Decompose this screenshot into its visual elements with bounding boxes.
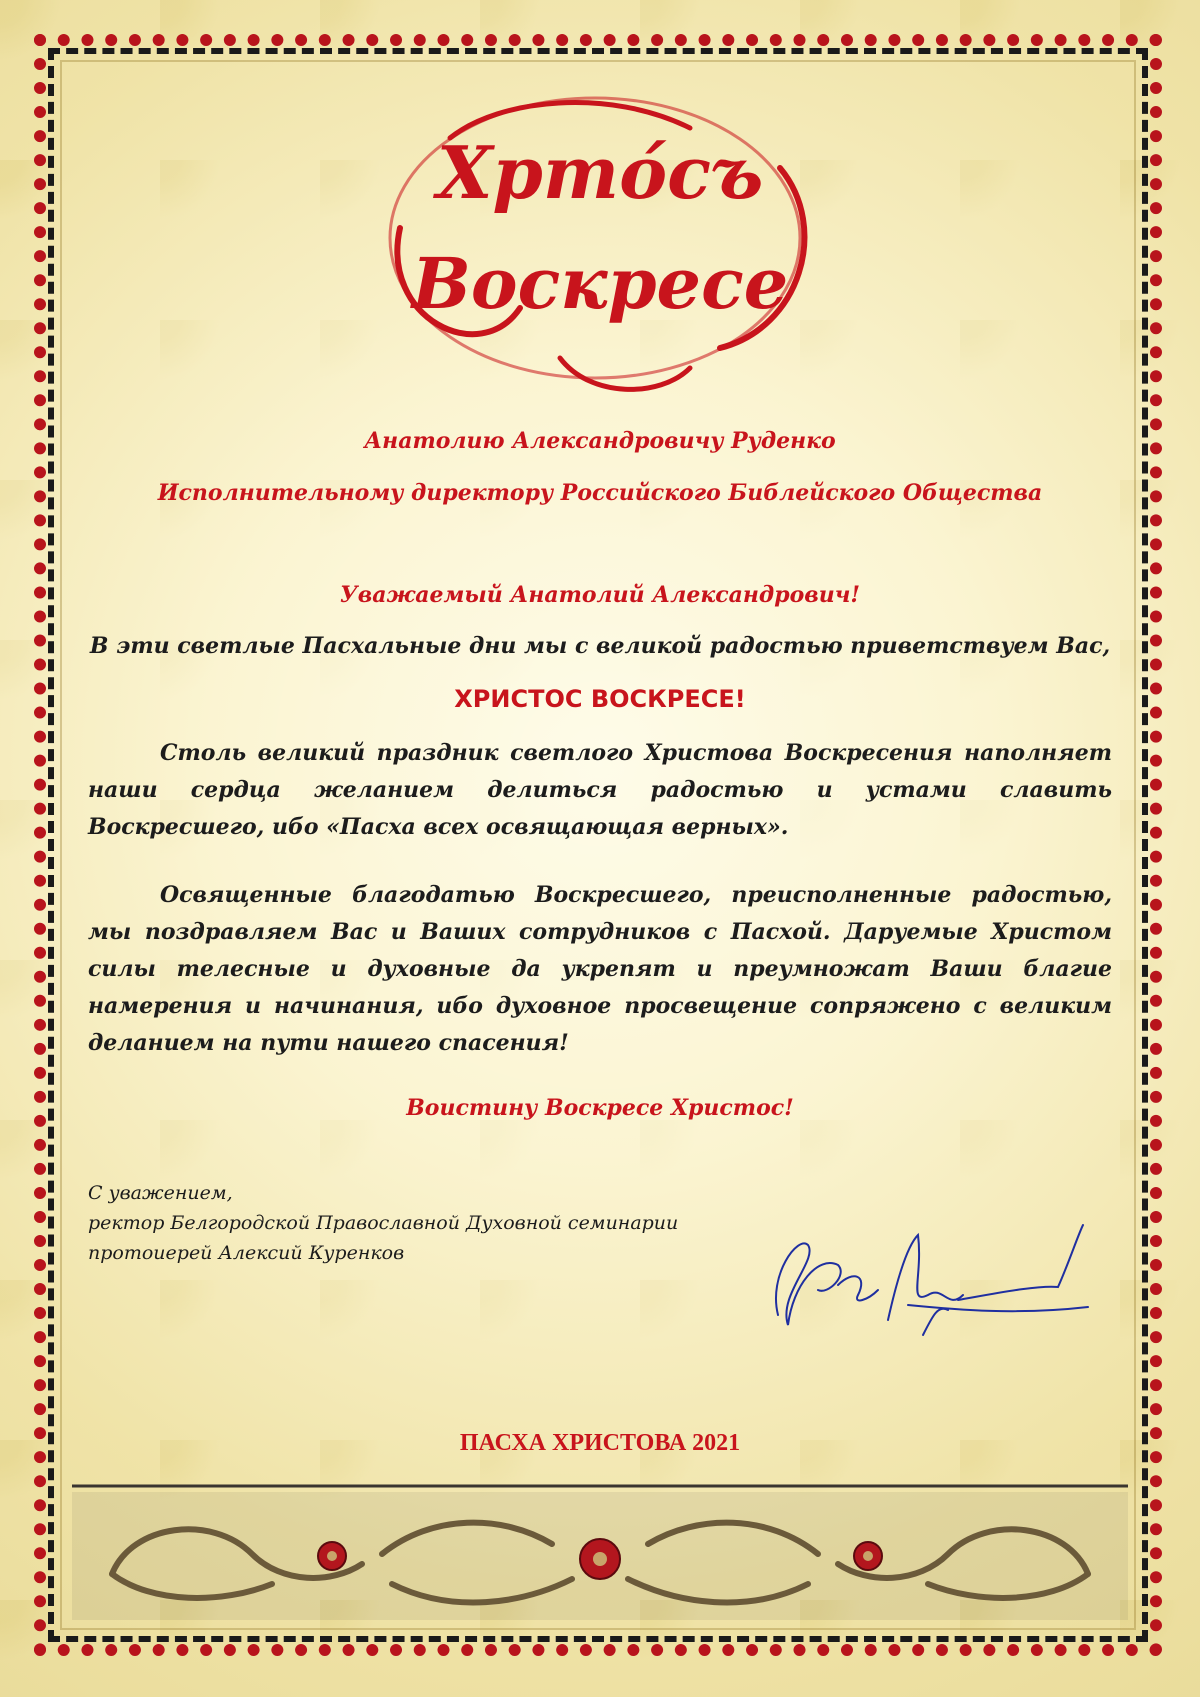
calligraphy-line-1: Хрто́съ xyxy=(436,130,764,215)
calligraphy-emblem xyxy=(360,78,840,408)
footer-title: ПАСХА ХРИСТОВА 2021 xyxy=(459,1430,741,1456)
calligraphy-line-2: Воскресе xyxy=(411,242,789,325)
salutation: Уважаемый Анатолий Александрович! xyxy=(339,582,861,608)
christ-is-risen-heading: ХРИСТОС ВОСКРЕСЕ! xyxy=(454,685,746,713)
handwritten-signature xyxy=(758,1215,1098,1345)
intro-line: В эти светлые Пасхальные дни мы с великой радостью приветствуем Вас, xyxy=(89,633,1111,659)
recipient-position: Исполнительному директору Российского Библейского Общества xyxy=(157,480,1043,506)
closing-line: Воистину Воскресе Христос! xyxy=(406,1095,794,1121)
recipient-name: Анатолию Александровичу Руденко xyxy=(364,428,836,454)
paragraph-2: Освященные благодатью Воскресшего, преисполненные радостью, мы поздравляем Вас и Ваших сотрудников с Пасхой. Даруемые Христом силы телесные и духовные да укрепят и преумножат Ваши благие намерения и начинания, ибо духовное просвещение сопряжено с великим деланием на пути нашего спасения! xyxy=(88,882,1112,1056)
signature-block xyxy=(88,1178,808,1268)
signer-name: протоиерей Алексий Куренков xyxy=(88,1242,405,1264)
paragraph-1: Столь великий праздник светлого Христова Воскресения наполняет наши сердца желанием делиться радостью и устами славить Воскресшего, ибо «Пасха всех освящающая верных». xyxy=(88,740,1112,840)
signer-title: ректор Белгородской Православной Духовной семинарии xyxy=(88,1212,679,1234)
regards-line: С уважением, xyxy=(88,1182,233,1204)
bottom-ornament xyxy=(72,1484,1128,1624)
